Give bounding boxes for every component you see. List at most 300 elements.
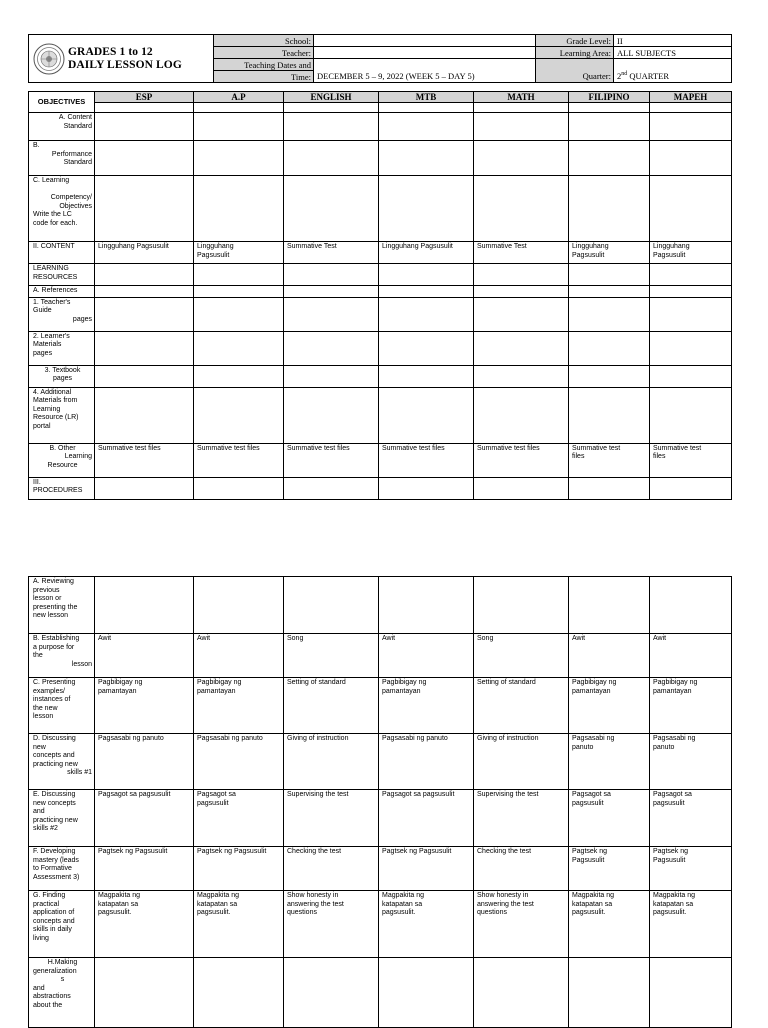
cell-text: Pagbibigay ng xyxy=(572,679,617,686)
cell-english xyxy=(284,286,379,298)
cell-mtb xyxy=(379,141,474,176)
cell-filipino xyxy=(569,286,650,298)
text-line: B. xyxy=(33,142,40,149)
row-label-f-developing xyxy=(29,847,95,891)
cell-english xyxy=(284,678,379,734)
cell-mtb xyxy=(379,387,474,443)
cell-text: Summative test files xyxy=(98,444,161,452)
table-row xyxy=(29,176,732,242)
cell-math xyxy=(474,847,569,891)
cell-mapeh xyxy=(650,113,732,141)
text-line: Objectives xyxy=(59,202,92,210)
header-logo-cell xyxy=(29,35,214,83)
row-label-a-content xyxy=(29,113,95,141)
text-line: Resource xyxy=(47,461,78,469)
procedures-table xyxy=(28,576,732,1028)
cell-filipino xyxy=(569,891,650,958)
cell-text: Summative Test xyxy=(287,243,337,250)
subject-subheader-row xyxy=(29,103,732,113)
text-line xyxy=(33,186,92,195)
learning-area-label: Learning Area: xyxy=(536,47,614,59)
cell-mapeh xyxy=(650,176,732,242)
cell-filipino xyxy=(569,734,650,790)
deped-seal-icon xyxy=(33,43,65,75)
cell-mapeh xyxy=(650,331,732,365)
cell-esp xyxy=(95,678,194,734)
subheader-cell xyxy=(194,103,284,113)
text-line: 4. Additional xyxy=(33,388,72,396)
cell-esp xyxy=(95,387,194,443)
text-line: III. xyxy=(33,478,41,486)
cell-mapeh xyxy=(650,286,732,298)
cell-text: Pagsusulit xyxy=(572,856,605,864)
row-label-d-discussing xyxy=(29,734,95,790)
row-label-c-learning xyxy=(29,176,95,242)
text-line: Materials xyxy=(33,341,62,348)
subject-header-filipino: FILIPINO xyxy=(569,92,650,103)
cell-a-p xyxy=(194,331,284,365)
cell-a-p xyxy=(194,365,284,387)
cell-text: Pagsagot sa xyxy=(197,791,236,798)
cell-english xyxy=(284,176,379,242)
table-row xyxy=(29,847,732,891)
cell-mapeh xyxy=(650,242,732,264)
cell-text: Pagtsek ng Pagsusulit xyxy=(197,848,267,855)
cell-text: pagsusulit. xyxy=(197,909,231,916)
cell-math xyxy=(474,242,569,264)
cell-math xyxy=(474,141,569,176)
cell-text: Pagtsek ng Pagsusulit xyxy=(98,848,168,855)
cell-text: Awit xyxy=(653,635,667,642)
cell-mtb xyxy=(379,734,474,790)
cell-text: Lingguhang Pagsusulit xyxy=(382,243,453,250)
cell-text: Pagsusulit xyxy=(653,251,686,259)
header-table xyxy=(28,34,732,83)
cell-esp xyxy=(95,958,194,1028)
cell-text: Summative test files xyxy=(197,444,260,452)
cell-a-p xyxy=(194,176,284,242)
cell-math xyxy=(474,958,569,1028)
cell-mapeh xyxy=(650,577,732,634)
row-label-3-textbook xyxy=(29,365,95,387)
cell-filipino xyxy=(569,477,650,499)
text-line: s xyxy=(60,976,65,983)
text-line: lesson xyxy=(71,660,92,668)
row-label-g-finding xyxy=(29,891,95,958)
cell-text: pagsusulit. xyxy=(98,909,132,916)
cell-text: Summative test files xyxy=(382,444,445,452)
table-row xyxy=(29,141,732,176)
cell-filipino xyxy=(569,331,650,365)
cell-mtb xyxy=(379,891,474,958)
cell-text: Pagsasabi ng panuto xyxy=(98,735,164,742)
cell-text: answering the test xyxy=(477,900,534,908)
table-row xyxy=(29,577,732,634)
text-line: pages xyxy=(72,315,92,323)
text-line: lesson xyxy=(33,713,54,720)
cell-filipino xyxy=(569,141,650,176)
cell-a-p xyxy=(194,264,284,286)
objectives-table xyxy=(28,91,732,500)
cell-filipino xyxy=(569,176,650,242)
cell-text: Pagsagot sa pagsusulit xyxy=(382,791,455,798)
cell-math xyxy=(474,264,569,286)
subheader-cell xyxy=(650,103,732,113)
cell-text: Lingguhang xyxy=(653,243,690,250)
subheader-cell xyxy=(474,103,569,113)
cell-esp xyxy=(95,176,194,242)
cell-esp xyxy=(95,577,194,634)
text-line: lesson or xyxy=(33,595,62,602)
cell-mtb xyxy=(379,176,474,242)
cell-esp xyxy=(95,443,194,477)
text-line: Competency/ xyxy=(50,194,92,201)
text-line: PROCEDURES xyxy=(33,487,83,494)
dates-label-line1: Teaching Dates and xyxy=(214,59,314,71)
text-line: Standard xyxy=(63,122,92,130)
row-label-iii xyxy=(29,477,95,499)
cell-text: Magpakita ng xyxy=(653,892,696,899)
cell-text: Pagtsek ng xyxy=(653,848,689,855)
subheader-cell xyxy=(284,103,379,113)
text-line: practicing new xyxy=(33,760,78,768)
cell-mapeh xyxy=(650,678,732,734)
document-title xyxy=(68,46,182,72)
text-line: Learning xyxy=(64,453,92,460)
table-row xyxy=(29,387,732,443)
cell-a-p xyxy=(194,958,284,1028)
cell-a-p xyxy=(194,387,284,443)
dates-value: DECEMBER 5 – 9, 2022 (WEEK 5 – DAY 5) xyxy=(314,59,536,83)
cell-a-p xyxy=(194,286,284,298)
grade-level-value: II xyxy=(614,35,732,47)
cell-mapeh xyxy=(650,443,732,477)
cell-mapeh xyxy=(650,634,732,678)
cell-text: katapatan sa xyxy=(572,900,613,908)
cell-a-p xyxy=(194,678,284,734)
cell-math xyxy=(474,286,569,298)
cell-mtb xyxy=(379,365,474,387)
cell-english xyxy=(284,264,379,286)
text-line: living xyxy=(33,934,49,942)
text-line: practicing new xyxy=(33,816,78,824)
text-line: skills #2 xyxy=(33,825,58,832)
cell-text: Pagsusulit xyxy=(653,856,686,864)
table-row xyxy=(29,477,732,499)
cell-mtb xyxy=(379,113,474,141)
cell-english xyxy=(284,734,379,790)
cell-text: Summative test files xyxy=(287,444,350,452)
cell-filipino xyxy=(569,847,650,891)
table-row xyxy=(29,113,732,141)
cell-mapeh xyxy=(650,387,732,443)
cell-text: Show honesty in xyxy=(477,892,529,899)
title-line-dll: DAILY LESSON LOG xyxy=(68,58,182,71)
cell-english xyxy=(284,242,379,264)
cell-mtb xyxy=(379,577,474,634)
text-line: portal xyxy=(33,422,51,430)
cell-math xyxy=(474,477,569,499)
text-line: concepts and xyxy=(33,752,75,759)
cell-text: Lingguhang Pagsusulit xyxy=(98,243,169,250)
dates-label-line2: Time: xyxy=(214,71,314,83)
cell-math xyxy=(474,176,569,242)
text-line: Standard xyxy=(63,159,92,166)
subheader-cell xyxy=(95,103,194,113)
cell-text: Giving of instruction xyxy=(477,735,539,742)
text-line: skills in daily xyxy=(33,926,72,933)
cell-mtb xyxy=(379,477,474,499)
cell-text: Lingguhang xyxy=(572,243,609,250)
table-row xyxy=(29,891,732,958)
cell-a-p xyxy=(194,790,284,847)
cell-text: Pagsusulit xyxy=(197,251,230,259)
cell-text: Pagsasabi ng panuto xyxy=(197,735,263,742)
text-line: RESOURCES xyxy=(33,273,78,281)
text-line: A. Content xyxy=(58,114,92,121)
cell-filipino xyxy=(569,242,650,264)
cell-text: Pagtsek ng xyxy=(572,848,608,855)
cell-english xyxy=(284,297,379,331)
cell-text: panuto xyxy=(653,743,675,751)
cell-text: Pagsasabi ng xyxy=(653,735,696,742)
row-label-e-discussing xyxy=(29,790,95,847)
objectives-header: OBJECTIVES xyxy=(29,92,95,113)
cell-text: katapatan sa xyxy=(382,900,423,908)
cell-text: pamantayan xyxy=(653,687,692,695)
cell-a-p xyxy=(194,242,284,264)
cell-mtb xyxy=(379,242,474,264)
cell-filipino xyxy=(569,387,650,443)
cell-mtb xyxy=(379,678,474,734)
text-line: presenting the xyxy=(33,603,78,611)
text-line: D. Discussing xyxy=(33,735,76,742)
cell-text: Pagbibigay ng xyxy=(382,679,427,686)
cell-a-p xyxy=(194,847,284,891)
cell-text: Setting of standard xyxy=(477,679,536,686)
cell-text: Awit xyxy=(382,635,396,642)
text-line: E. Discussing xyxy=(33,791,76,798)
text-line: B. Other xyxy=(49,444,76,452)
cell-a-p xyxy=(194,634,284,678)
quarter-label: Quarter: xyxy=(536,59,614,83)
cell-esp xyxy=(95,264,194,286)
cell-filipino xyxy=(569,443,650,477)
cell-filipino xyxy=(569,678,650,734)
cell-text: Magpakita ng xyxy=(572,892,615,899)
quarter-number: 2 xyxy=(617,71,622,81)
cell-a-p xyxy=(194,734,284,790)
cell-text: Summative Test xyxy=(477,243,527,250)
cell-english xyxy=(284,141,379,176)
cell-text: panuto xyxy=(572,743,594,751)
cell-mtb xyxy=(379,790,474,847)
text-line: to Formative xyxy=(33,865,72,872)
cell-text: Pagsagot sa pagsusulit xyxy=(98,791,171,798)
table-row xyxy=(29,634,732,678)
row-label-a-reviewing xyxy=(29,577,95,634)
cell-mapeh xyxy=(650,790,732,847)
cell-text: Awit xyxy=(98,635,112,642)
cell-english xyxy=(284,790,379,847)
row-label-b-other xyxy=(29,443,95,477)
cell-text: files xyxy=(572,453,585,460)
cell-esp xyxy=(95,477,194,499)
teacher-label: Teacher: xyxy=(214,47,314,59)
learning-area-value: ALL SUBJECTS xyxy=(614,47,732,59)
cell-text: Magpakita ng xyxy=(197,892,240,899)
cell-mtb xyxy=(379,297,474,331)
table-row xyxy=(29,242,732,264)
table-row xyxy=(29,443,732,477)
text-line: Performance xyxy=(51,150,92,158)
cell-a-p xyxy=(194,443,284,477)
row-label-1-teacher-s xyxy=(29,297,95,331)
cell-filipino xyxy=(569,297,650,331)
grade-level-label: Grade Level: xyxy=(536,35,614,47)
text-line: previous xyxy=(33,586,60,594)
cell-text: Pagsagot sa xyxy=(572,791,611,798)
cell-mapeh xyxy=(650,958,732,1028)
cell-text: Song xyxy=(477,635,494,642)
cell-text: Awit xyxy=(197,635,211,642)
text-line: Write the LC xyxy=(33,211,72,218)
cell-a-p xyxy=(194,891,284,958)
text-line: about the xyxy=(33,1001,63,1009)
text-line: instances of xyxy=(33,696,71,703)
school-label: School: xyxy=(214,35,314,47)
cell-text: answering the test xyxy=(287,900,344,908)
cell-filipino xyxy=(569,577,650,634)
cell-math xyxy=(474,331,569,365)
cell-esp xyxy=(95,286,194,298)
cell-text: katapatan sa xyxy=(653,900,694,908)
table-row xyxy=(29,264,732,286)
subject-header-english: ENGLISH xyxy=(284,92,379,103)
cell-text: Song xyxy=(287,635,304,642)
cell-text: Magpakita ng xyxy=(382,892,425,899)
cell-math xyxy=(474,113,569,141)
row-label-2-learner-s xyxy=(29,331,95,365)
row-label-b xyxy=(29,141,95,176)
cell-a-p xyxy=(194,141,284,176)
cell-a-p xyxy=(194,477,284,499)
cell-esp xyxy=(95,734,194,790)
subject-header-esp: ESP xyxy=(95,92,194,103)
cell-text: Summative test files xyxy=(477,444,540,452)
text-line: new lesson xyxy=(33,612,69,619)
subheader-cell xyxy=(379,103,474,113)
cell-filipino xyxy=(569,790,650,847)
table-row xyxy=(29,286,732,298)
cell-text: Magpakita ng xyxy=(98,892,141,899)
cell-math xyxy=(474,678,569,734)
cell-mapeh xyxy=(650,734,732,790)
text-line: pages xyxy=(33,349,53,357)
row-label-4-additional xyxy=(29,387,95,443)
subject-header-a-p: A.P xyxy=(194,92,284,103)
cell-text: katapatan sa xyxy=(197,900,238,908)
cell-text: pamantayan xyxy=(98,687,137,695)
cell-text: pagsusulit xyxy=(197,799,229,807)
cell-a-p xyxy=(194,113,284,141)
text-line: mastery (leads xyxy=(33,856,79,864)
cell-text: Supervising the test xyxy=(477,791,539,798)
cell-english xyxy=(284,387,379,443)
text-line: 2. Learner's xyxy=(33,332,70,340)
cell-text: Summative test xyxy=(572,444,621,452)
cell-text: pagsusulit xyxy=(653,799,685,807)
cell-filipino xyxy=(569,113,650,141)
cell-english xyxy=(284,634,379,678)
cell-text: Pagbibigay ng xyxy=(98,679,143,686)
table-row xyxy=(29,790,732,847)
cell-math xyxy=(474,790,569,847)
table-row xyxy=(29,331,732,365)
cell-text: pagsusulit. xyxy=(572,909,606,916)
cell-text: pamantayan xyxy=(382,687,421,695)
cell-filipino xyxy=(569,958,650,1028)
cell-text: pamantayan xyxy=(197,687,236,695)
text-line: concepts and xyxy=(33,917,75,925)
cell-esp xyxy=(95,141,194,176)
text-line: Materials from xyxy=(33,397,78,404)
cell-esp xyxy=(95,790,194,847)
cell-filipino xyxy=(569,264,650,286)
text-line: a purpose for xyxy=(33,643,75,651)
cell-text: Checking the test xyxy=(287,848,342,855)
row-label-learning xyxy=(29,264,95,286)
title-line-grades: GRADES 1 to 12 xyxy=(68,45,153,58)
cell-text: katapatan sa xyxy=(98,900,139,908)
text-line: practical xyxy=(33,900,60,908)
text-line: and xyxy=(33,808,45,815)
cell-text: Pagtsek ng Pagsusulit xyxy=(382,848,452,855)
text-line: Resource (LR) xyxy=(33,414,79,421)
text-line: pages xyxy=(52,375,73,382)
text-line: A. References xyxy=(33,287,78,294)
row-label-c-presenting xyxy=(29,678,95,734)
text-line: examples/ xyxy=(33,687,65,695)
cell-text: pagsusulit. xyxy=(653,909,687,916)
cell-mtb xyxy=(379,634,474,678)
subheader-cell xyxy=(569,103,650,113)
cell-mapeh xyxy=(650,141,732,176)
cell-text: pamantayan xyxy=(572,687,611,695)
cell-mtb xyxy=(379,958,474,1028)
text-line: B. Establishing xyxy=(33,635,80,642)
cell-filipino xyxy=(569,634,650,678)
cell-mapeh xyxy=(650,891,732,958)
cell-text: Pagsagot sa xyxy=(653,791,692,798)
cell-text: Pagbibigay ng xyxy=(653,679,698,686)
cell-english xyxy=(284,443,379,477)
cell-math xyxy=(474,634,569,678)
cell-mapeh xyxy=(650,847,732,891)
cell-a-p xyxy=(194,297,284,331)
cell-mapeh xyxy=(650,365,732,387)
text-line: 1. Teacher's xyxy=(33,298,71,306)
text-line: and xyxy=(33,984,45,992)
cell-math xyxy=(474,891,569,958)
cell-english xyxy=(284,365,379,387)
cell-english xyxy=(284,891,379,958)
cell-text: Pagsasabi ng panuto xyxy=(382,735,448,742)
text-line: 3. Textbook xyxy=(44,366,81,374)
table-row xyxy=(29,297,732,331)
cell-mtb xyxy=(379,286,474,298)
cell-english xyxy=(284,477,379,499)
